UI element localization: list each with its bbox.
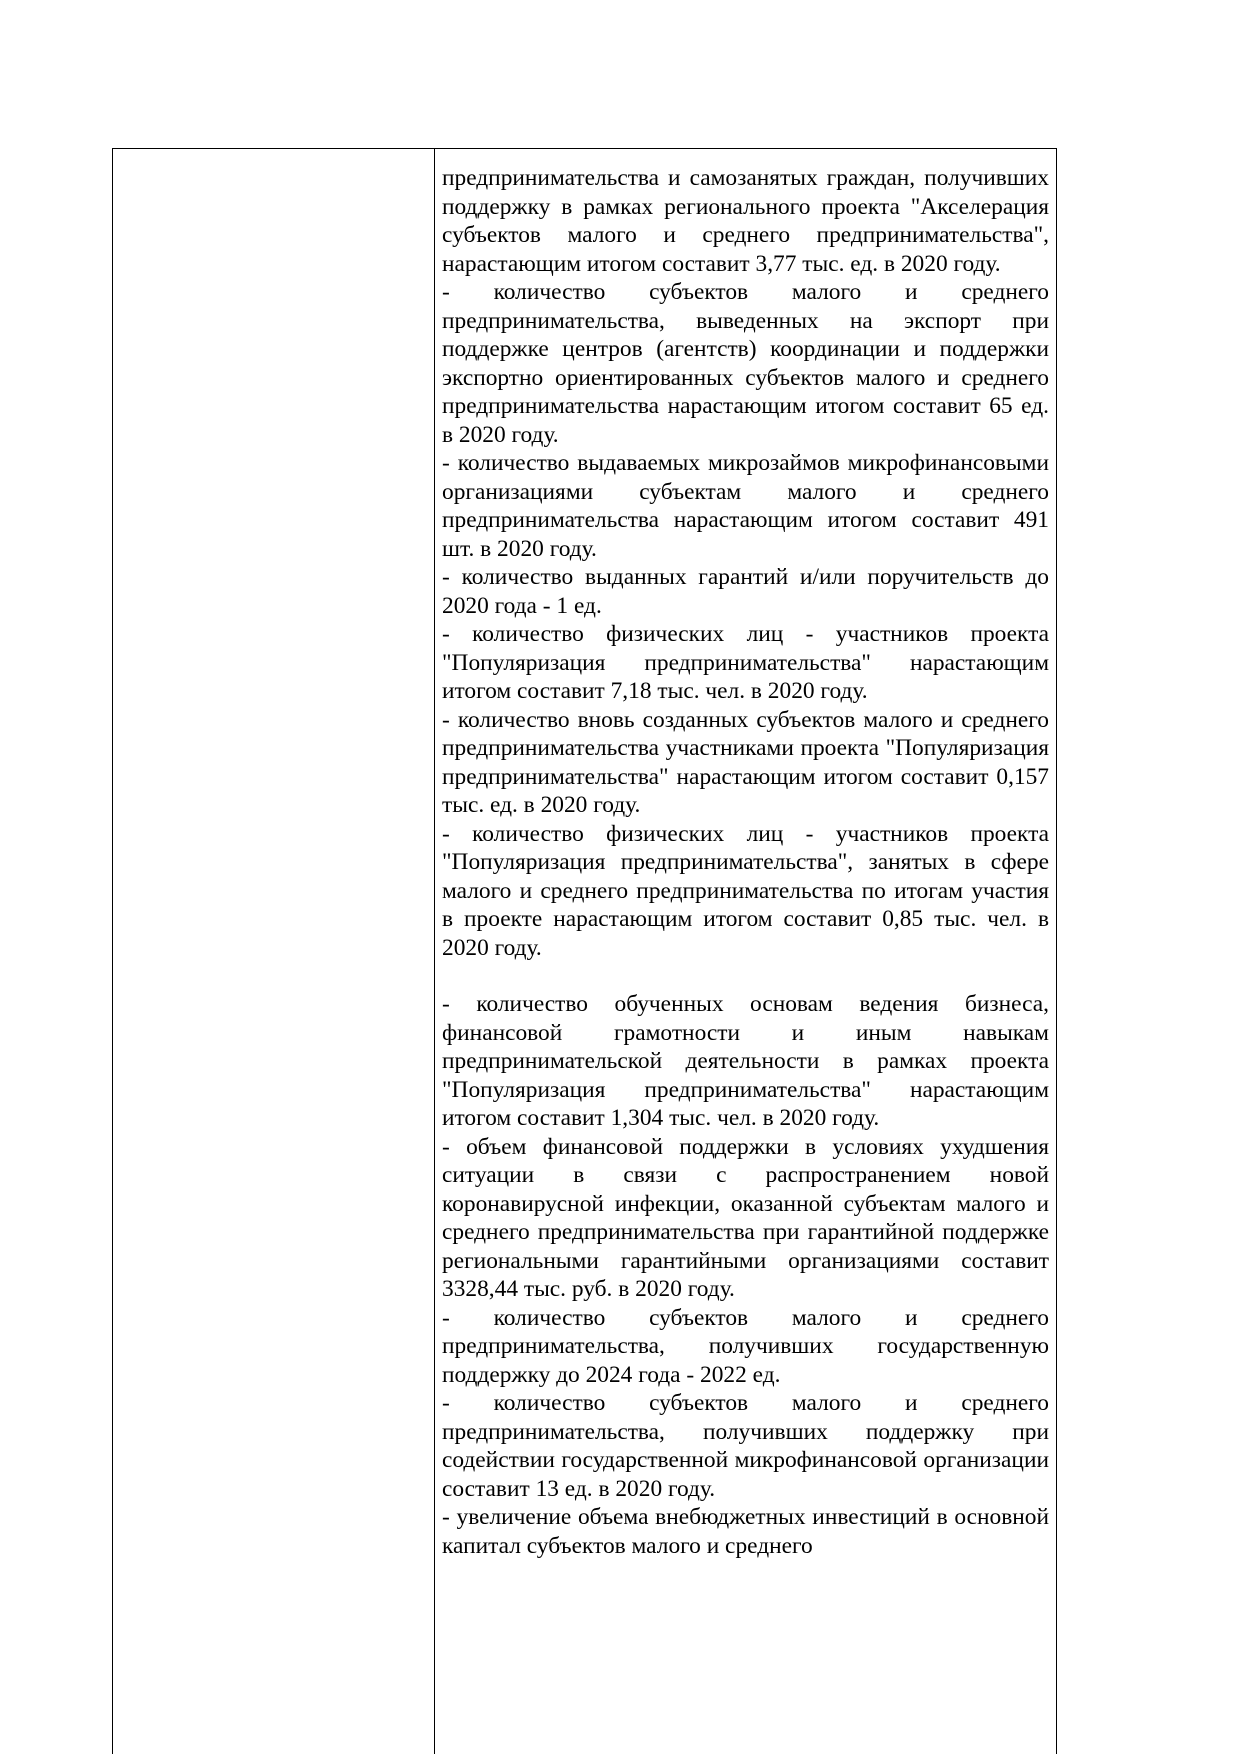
indicator-paragraph: - количество физических лиц - участников проекта "Популяризация предпринимательства" нарастающим итогом составит 7,18 тыс. чел. в 2020 году. [442, 621, 1049, 704]
indicator-paragraph: предпринимательства и самозанятых граждан, получивших поддержку в рамках регионального проекта "Акселерация субъектов малого и среднего предпринимательства", нарастающим итогом составит 3,77 тыс. ед. в 2020 году. [442, 165, 1049, 277]
indicator-paragraph: - количество субъектов малого и среднего предпринимательства, выведенных на экспорт при поддержке центров (агентств) координации и поддержки экспортно ориентированных субъектов малого и среднего предпринимательства нарастающим итогом составит 65 ед. в 2020 году. [442, 279, 1049, 448]
table-right-cell [442, 164, 1049, 1560]
table-right-border [1056, 148, 1057, 1754]
indicator-paragraph: - количество субъектов малого и среднего предпринимательства, получивших государственную поддержку до 2024 года - 2022 ед. [442, 1304, 1049, 1388]
indicator-paragraph: - количество обученных основам ведения бизнеса, финансовой грамотности и иным навыкам предпринимательской деятельности в рамках проекта "Популяризация предпринимательства" нарастающим итогом составит 1,304 тыс. чел. в 2020 году. [442, 991, 1049, 1131]
table-left-cell [113, 149, 434, 1754]
indicator-paragraph: - количество вновь созданных субъектов малого и среднего предпринимательства участниками проекта "Популяризация предпринимательства" нарастающим итогом составит 0,157 тыс. ед. в 2020 году. [442, 706, 1049, 818]
indicator-paragraph: - объем финансовой поддержки в условиях ухудшения ситуации в связи с распространением новой коронавирусной инфекции, оказанной субъектам малого и среднего предпринимательства при гарантийной поддержке региональными гарантийными организациями составит 3328,44 тыс. руб. в 2020 году. [442, 1133, 1049, 1302]
document-table [112, 148, 1057, 1754]
table-column-divider [434, 148, 435, 1754]
indicator-paragraph: - количество выданных гарантий и/или поручительств до 2020 года - 1 ед. [442, 564, 1049, 619]
indicator-paragraph: - количество физических лиц - участников проекта "Популяризация предпринимательства", занятых в сфере малого и среднего предпринимательства по итогам участия в проекте нарастающим итогом составит 0,85 тыс. чел. в 2020 году. [442, 820, 1049, 961]
indicator-paragraph: - увеличение объема внебюджетных инвестиций в основной капитал субъектов малого и среднего [442, 1504, 1049, 1559]
indicator-paragraph: - количество субъектов малого и среднего предпринимательства, получивших поддержку при содействии государственной микрофинансовой организации составит 13 ед. в 2020 году. [442, 1390, 1049, 1502]
indicator-paragraph: - количество выдаваемых микрозаймов микрофинансовыми организациями субъектам малого и среднего предпринимательства нарастающим итогом составит 491 шт. в 2020 году. [442, 450, 1049, 562]
